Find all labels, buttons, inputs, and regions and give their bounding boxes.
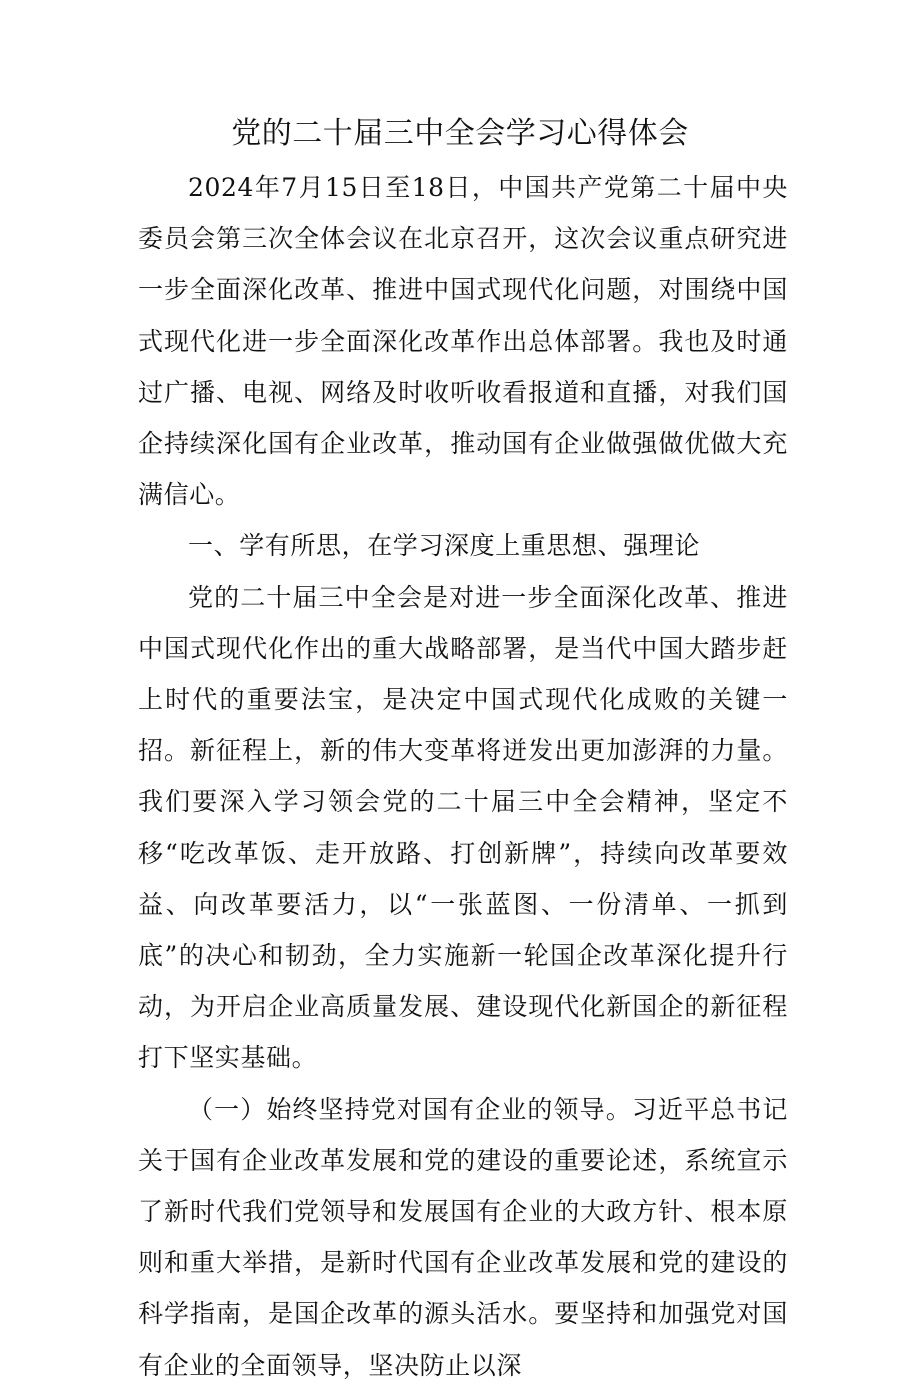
section-heading-1: 一、学有所思，在学习深度上重思想、强理论 — [188, 531, 701, 561]
document-body — [138, 162, 788, 1391]
document-title: 党的二十届三中全会学习心得体会 — [231, 116, 689, 151]
section-1-paragraph: 党的二十届三中全会是对进一步全面深化改革、推进中国式现代化作出的重大战略部署，是当代中国大踏步赶上时代的重要法宝，是决定中国式现代化成败的关键一招。新征程上，新的伟大变革将迸发出更加澎湃的力量。我们要深入学习领会党的二十届三中全会精神，坚定不移“吃改革饭、走开放路、打创新牌”，持续向改革要效益、向改革要活力，以“一张蓝图、一份清单、一抓到底”的决心和韧劲，全力实施新一轮国企改革深化提升行动，为开启企业高质量发展、建设现代化新国企的新征程打下坚实基础。 — [138, 582, 788, 1073]
intro-paragraph: 2024年7月15日至18日，中国共产党第二十届中央委员会第三次全体会议在北京召开，这次会议重点研究进一步全面深化改革、推进中国式现代化问题，对围绕中国式现代化进一步全面深化改革作出总体部署。我也及时通过广播、电视、网络及时收听收看报道和直播，对我们国企持续深化国有企业改革，推动国有企业做强做优做大充满信心。 — [138, 173, 788, 510]
subsection-1-paragraph: （一）始终坚持党对国有企业的领导。习近平总书记关于国有企业改革发展和党的建设的重要论述，系统宣示了新时代我们党领导和发展国有企业的大政方针、根本原则和重大举措，是新时代国有企业改革发展和党的建设的科学指南，是国企改革的源头活水。要坚持和加强党对国有企业的全面领导，坚决防止以深 — [138, 1094, 788, 1380]
